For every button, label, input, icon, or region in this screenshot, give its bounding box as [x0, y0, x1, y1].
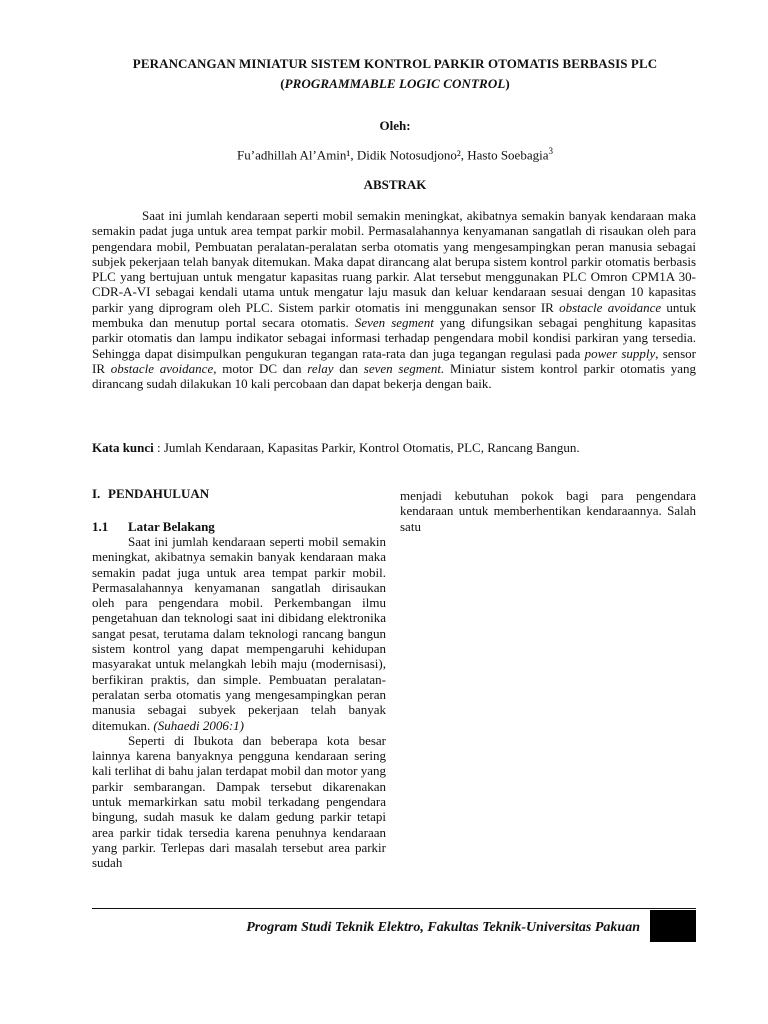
keywords-label: Kata kunci — [92, 440, 154, 455]
citation: (Suhaedi 2006:1) — [153, 717, 245, 733]
abstract-heading: ABSTRAK — [363, 177, 427, 192]
paper-title — [95, 54, 695, 94]
abstract-body: Saat ini jumlah kendaraan seperti mobil semakin meningkat, akibatnya semakin banyak kendaraan maka semakin padat juga untuk area tempat parkir mobil. Permasalahannya kenyamanan sangatlah di risaukan oleh para pengendara mobil, Pembuatan peralatan-peralatan serba otomatis yang mengesampingkan peran manusia sebagai subjek pekerjaan telah banyak ditemukan. Maka dapat dirancang alat berupa sistem kontrol parkir otomatis berbasis PLC yang bertujuan untuk mengatur kapasitas ruang parkir. Alat tersebut menggunakan PLC Omron CPM1A 30-CDR-A-VI sebagai kendali utama untuk mengatur laju masuk dan keluar kendaraan sesuai dengan 10 kapasitas parkir yang diprogram oleh PLC. Sistem parkir otomatis ini menggunakan sensor IR obstacle avoidance untuk membuka dan menutup portal secara otomatis. Seven segment yang difungsikan sebagai penghitung kapasitas parkir otomatis dan lampu indikator sebagai informasi terhadap pengendara mobil kondisi parkiran yang tersedia. Sehingga dapat disimpulkan pengukuran tegangan rata-rata dan juga tegangan regulasi pada power supply, sensor IR obstacle avoidance, motor DC dan relay dan seven segment. Miniatur sistem kontrol parkir otomatis yang dirancang sudah dilakukan 10 kali percobaan dan dapat bekerja dengan baik. — [92, 208, 696, 392]
left-paragraph-2: Seperti di Ibukota dan beberapa kota besar lainnya karena banyaknya pengguna kendaraan sering kali terlihat di bahu jalan terdapat mobil dan motor yang parkir sembarangan. Dampak tersebut dikarenakan untuk memarkirkan satu mobil terkadang pengendara bingung, sudah masuk ke dalam gedung parkir tetapi area parkir tidak tersedia karena penuhnya kendaraan yang parkir. Terlepas dari masalah tersebut area parkir sudah — [92, 732, 386, 871]
by-label: Oleh: — [379, 118, 411, 133]
footer-black-box — [650, 910, 696, 942]
footer-rule — [92, 908, 696, 909]
left-column-body — [92, 534, 386, 871]
footer-text: Program Studi Teknik Elektro, Fakultas Teknik-Universitas Pakuan — [246, 920, 640, 935]
title-line-2: (PROGRAMMABLE LOGIC CONTROL) — [280, 76, 510, 91]
authors-line: Fu’adhillah Al’Amin¹, Didik Notosudjono², Hasto Soebagia$^3$ — [237, 146, 553, 163]
subsection-heading-latar-belakang: 1.1 Latar Belakang — [92, 519, 215, 534]
left-paragraph-1: Saat ini jumlah kendaraan seperti mobil semakin meningkat, akibatnya semakin banyak kendaraan maka semakin padat juga untuk area tempat parkir mobil. Permasalahannya kenyamanan sangatlah dirisaukan oleh para pengendara mobil. Perkembangan ilmu pengetahuan dan teknologi saat ini dibidang elektronika sangat pesat, terutama dalam teknologi rancang bangun sistem kontrol yang dapat mempengaruhi kehidupan masyarakat untuk melangkah lebih maju (modernisasi), berfikiran praktis, dan simple. Pembuatan peralatan- peralatan serba otomatis yang mengesampingkan peran manusia sebagai subyek pekerjaan telah banyak ditemukan. (Suhaedi 2006:1) — [92, 534, 386, 733]
page-footer — [92, 908, 696, 942]
author-3-superscript: 3 — [548, 146, 553, 156]
right-paragraph-1: menjadi kebutuhan pokok bagi para pengendara kendaraan untuk memberhentikan kendaraannya. Salah satu — [400, 488, 696, 534]
keywords-line — [92, 440, 696, 456]
right-column-body — [400, 488, 696, 534]
section-heading-pendahuluan: I. PENDAHULUAN — [92, 486, 210, 501]
keywords-text: : Jumlah Kendaraan, Kapasitas Parkir, Kontrol Otomatis, PLC, Rancang Bangun. — [153, 440, 580, 455]
title-line-1: PERANCANGAN MINIATUR SISTEM KONTROL PARKIR OTOMATIS BERBASIS PLC — [132, 56, 658, 71]
